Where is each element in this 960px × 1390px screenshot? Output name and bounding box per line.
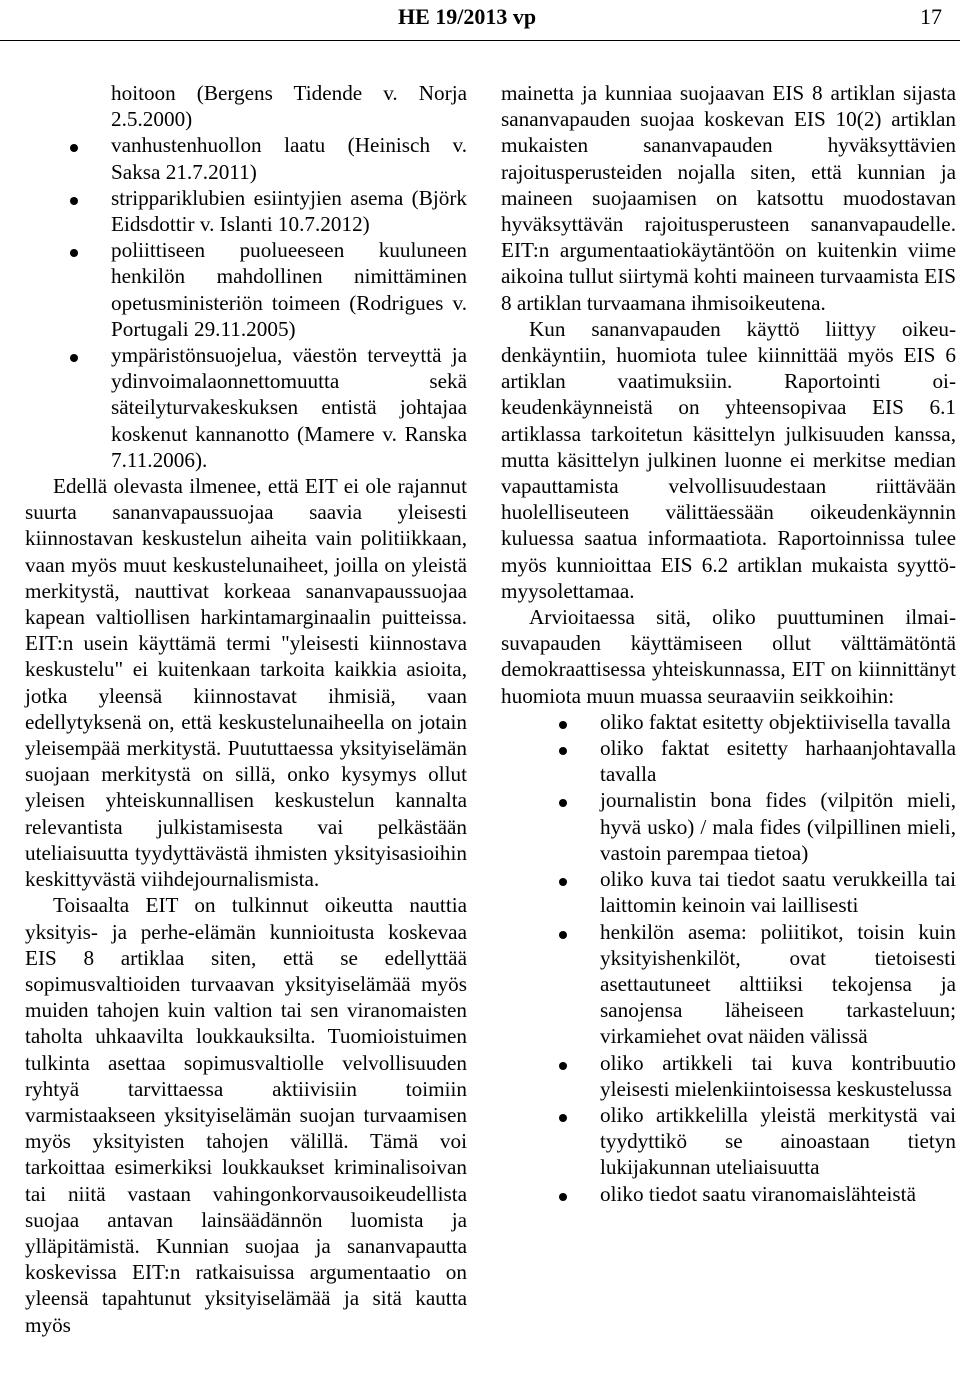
bullet-icon [559, 878, 567, 886]
paragraph: Toisaalta EIT on tulkinnut oikeutta nauttia yksityis- ja perhe-elämän kunnioitusta koskevaa EIS 8 artiklaa siten, että se edellyttää sopimusvaltioiden turvaavan yksityiselämää myös muiden tahojen kuin valtion tai sen viranomaisten taholta uhkaavilta loukkauksilta. Tuomioistuimen tulkinta asettaa sopimusvaltiolle velvollisuuden ryhtyä tarvittaessa aktiivisiin toimiin varmistaakseen yksityiselämän suojan turvaamisen myös yksityisten tahojen välillä. Tämä voi tarkoittaa esimerkiksi loukkaukset kriminalisoivan tai niitä vastaan vahingonkorvausoikeudellista suojaa antavan lainsäädännön luomista ja ylläpitämistä. Kunnian suojaa ja sananvapautta koskevissa EIT:n ratkaisuissa argumentaatio on yleensä tapahtunut yksityiselämää ja sitä kautta myös [25, 893, 467, 1337]
page-header [0, 0, 960, 41]
left-column [25, 80, 467, 1338]
paragraph: Arvioitaessa sitä, oliko puuttuminen ilmaisuvapauden käyttämiseen ollut välttämätöntä demokraattisessa yhteiskunnassa, EIT on kiinnittänyt huomiota muun muassa seuraaviin seikkoihin: [501, 605, 956, 708]
document-id: HE 19/2013 vp [398, 4, 537, 29]
list-item: oliko artikkeli tai kuva kontribuutio yleisesti mielenkiintoisessa keskustelussa [501, 1050, 956, 1102]
bullet-icon [70, 197, 78, 205]
criteria-list [501, 709, 956, 1207]
bullet-icon [559, 1062, 567, 1070]
list-item: vanhustenhuollon laatu (Heinisch v. Saksa 21.7.2011) [25, 132, 467, 184]
paragraph: mainetta ja kunniaa suojaavan EIS 8 artiklan sijasta sananvapauden suojaa koskevan EIS 10(2) artiklan mukaisten sananvapauden hyväksyttävien rajoitusperusteiden nojalla siten, että kunnian ja maineen suojaamisen on katsottu muodostavan hyväksyttävän rajoitusperusteen sananvapaudelle. EIT:n argumentaatiokäytäntöön on kuitenkin viime aikoina tullut siirtymä kohti maineen turvaamista EIS 8 artiklan turvaamana ihmisoikeutena. [501, 81, 956, 315]
bullet-icon [70, 144, 78, 152]
list-item: oliko artikkelilla yleistä merkitystä vai tyydyttikö se ainoastaan tietyn lukijakunnan uteliaisuutta [501, 1102, 956, 1181]
list-item: strippariklubien esiintyjien asema (Björk Eidsdottir v. Islanti 10.7.2012) [25, 185, 467, 237]
list-item: poliittiseen puolueeseen kuuluneen henkilön mahdollinen nimittäminen opetusministeriön toimeen (Rodrigues v. Portugali 29.11.2005) [25, 237, 467, 342]
list-item: oliko tiedot saatu viranomaislähteistä [501, 1181, 956, 1207]
paragraph: Edellä olevasta ilmenee, että EIT ei ole rajannut suurta sananvapaussuojaa saavia yleisesti kiinnostavan keskustelun aiheita vain politiikkaan, vaan myös muut keskustelunaiheet, joilla on yleistä merkitystä, nauttivat korkeaa sananvapaussuojaa kapean valtiollisen harkintamarginaalin puitteissa. EIT:n usein käyttämä termi "yleisesti kiinnostava keskustelu" ei kuitenkaan tarkoita kaikkia asioita, jotka yleensä kiinnostavat ihmisiä, vaan edellytyksenä on, että keskustelunaiheella on jotain yleisempää merkitystä. Puututtaessa yksityiselämän suojaan merkitystä on sillä, onko kysymys ollut yleisen yhteiskunnallisen keskustelun kannalta relevantista julkistamisesta vai pelkästään uteliaisuutta tyydyttävästä ihmisten yksityisasioihin keskittyvästä viihdejournalismista. [25, 474, 467, 892]
bullet-icon [559, 747, 567, 755]
list-item: henkilön asema: poliitikot, toisin kuin yksityishenkilöt, ovat tietoisesti asettautuneet alttiiksi tekojensa ja sanojensa läheiseen tarkasteluun; virkamiehet ovat näiden välissä [501, 919, 956, 1050]
list-item: ympäristönsuojelua, väestön terveyttä ja ydinvoimalaonnettomuutta sekä säteilyturvakeskuksen entistä johtajaa koskenut kannanotto (Mamere v. Ranska 7.11.2006). [25, 342, 467, 473]
list-item: oliko faktat esitetty harhaanjohtavalla tavalla [501, 735, 956, 787]
paragraph: Kun sananvapauden käyttö liittyy oikeudenkäyntiin, huomiota tulee kiinnittää myös EIS 6 artiklan vaatimuksiin. Raportointi oikeudenkäynneistä on yhteensopivaa EIS 6.1 artiklassa tarkoitetun käsittelyn julkisuuden kanssa, mutta käsittelyn julkinen luonne ei merkitse median vapauttamista velvollisuudestaan riittävään huolelliseuteen välittäessään oikeudenkäynnin kuluessa saatua informaatiota. Raportoinnissa tulee myös kunnioittaa EIS 6.2 artiklan mukaista syyttömyysolettamaa. [501, 316, 956, 603]
bullet-icon [70, 249, 78, 257]
right-column [501, 80, 956, 1207]
case-list [25, 80, 467, 473]
bullet-icon [70, 354, 78, 362]
bullet-icon [559, 931, 567, 939]
bullet-icon [559, 799, 567, 807]
page-number: 17 [920, 4, 942, 29]
list-item: journalistin bona fides (vilpitön mieli, hyvä usko) / mala fides (vilpillinen mieli, vastoin parempaa tietoa) [501, 787, 956, 866]
bullet-icon [559, 1114, 567, 1122]
bullet-icon [559, 721, 567, 729]
list-item: oliko kuva tai tiedot saatu verukkeilla tai laittomin keinoin vai laillisesti [501, 866, 956, 918]
list-item: oliko faktat esitetty objektiivisella tavalla [501, 709, 956, 735]
list-item: hoitoon (Bergens Tidende v. Norja 2.5.2000) [111, 81, 467, 132]
bullet-icon [559, 1193, 567, 1201]
